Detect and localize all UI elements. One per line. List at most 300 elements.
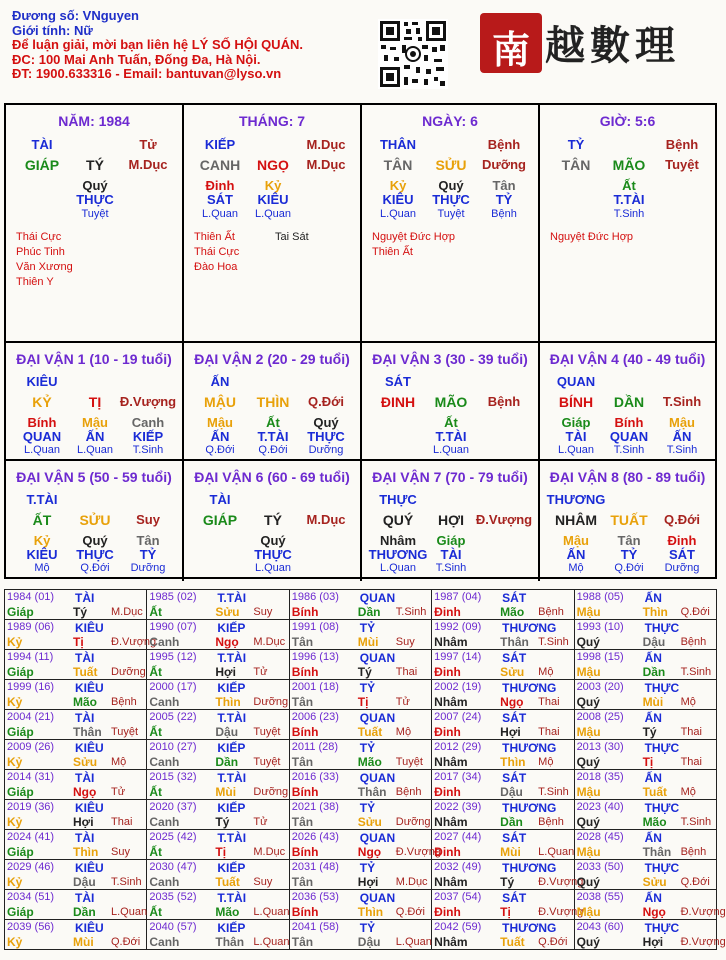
year-life-stage: Thai bbox=[538, 726, 560, 738]
year-cell-content bbox=[292, 590, 429, 618]
dai-van-hidden-stage: T.Sinh bbox=[435, 562, 467, 574]
year-stem: Giáp bbox=[7, 605, 34, 619]
earthly-branch: TÝ bbox=[86, 157, 104, 173]
year-cell bbox=[574, 890, 726, 920]
hidden-ten-god: SÁT bbox=[207, 192, 233, 207]
year-ten-god: KIẾP bbox=[217, 741, 246, 755]
year-branch: Sửu bbox=[500, 665, 525, 679]
stem-life-stage: M.Dục bbox=[306, 157, 346, 172]
dai-van-cell bbox=[540, 343, 715, 461]
year-ten-god: ẤN bbox=[644, 651, 662, 665]
year-life-stage: Dưỡng bbox=[395, 816, 431, 828]
year-cell bbox=[432, 590, 574, 620]
year-stem: Ất bbox=[149, 605, 163, 619]
year-ten-god: TỶ bbox=[359, 921, 376, 935]
dai-van-title: ĐẠI VẬN 7 (70 - 79 tuổi) bbox=[372, 469, 528, 485]
year-stem: Mậu bbox=[576, 725, 601, 739]
year-cell bbox=[289, 800, 431, 830]
year-cell-content bbox=[577, 800, 714, 828]
dai-van-hidden-stem: Bính bbox=[614, 415, 644, 430]
year-life-stage: Dưỡng bbox=[111, 666, 146, 678]
dai-van-cell bbox=[184, 343, 362, 461]
year-life-stage: Mộ bbox=[111, 756, 127, 768]
year-ten-god: THỰC bbox=[644, 801, 680, 815]
year-ten-god: THƯƠNG bbox=[502, 861, 557, 875]
year-cell-content bbox=[577, 620, 714, 648]
year-ten-god: TÀI bbox=[75, 891, 95, 905]
dai-van-hidden-stem: Tân bbox=[136, 533, 160, 548]
year-row bbox=[5, 830, 717, 860]
year-cell bbox=[289, 710, 431, 740]
year-cell bbox=[289, 650, 431, 680]
year-ten-god: KIÊU bbox=[75, 741, 104, 755]
year-life-stage: Đ.Vượng bbox=[538, 906, 584, 918]
year-life-stage: Tử bbox=[395, 696, 410, 708]
shen-sha: Văn Xương bbox=[16, 261, 73, 273]
year-cell-content bbox=[434, 890, 584, 919]
dai-van-hidden-stem: Đinh bbox=[667, 533, 697, 548]
dai-van-cell bbox=[6, 343, 184, 461]
year-stem: Bính bbox=[291, 665, 319, 679]
year-label: 2034 (51) bbox=[7, 891, 55, 903]
year-stem: Kỷ bbox=[7, 815, 23, 829]
dai-van-title: ĐẠI VẬN 6 (60 - 69 tuổi) bbox=[194, 469, 350, 485]
year-ten-god: KIẾP bbox=[217, 861, 246, 875]
earthly-branch: SỬU bbox=[435, 157, 467, 173]
year-branch: Thìn bbox=[500, 755, 526, 769]
year-cell-content bbox=[292, 860, 429, 888]
year-label: 1988 (05) bbox=[576, 591, 624, 603]
year-life-stage: L.Quan bbox=[111, 906, 148, 918]
dai-van-hidden-stem: Nhâm bbox=[379, 533, 417, 548]
year-ten-god: SÁT bbox=[502, 771, 527, 785]
dai-van-life-stage: Đ.Vượng bbox=[475, 512, 533, 527]
year-cell-content bbox=[577, 710, 714, 738]
dai-van-stem: KỶ bbox=[32, 394, 52, 410]
year-cell bbox=[574, 710, 716, 740]
year-stem: Nhâm bbox=[434, 815, 468, 829]
year-branch: Tý bbox=[500, 875, 515, 889]
year-ten-god: THƯƠNG bbox=[502, 801, 557, 815]
dai-van-hidden-stem: Giáp bbox=[436, 533, 466, 548]
year-cell bbox=[432, 890, 584, 920]
year-cell-content bbox=[292, 800, 429, 828]
year-label: 2021 (38) bbox=[291, 801, 339, 813]
heavenly-stem: CANH bbox=[199, 157, 241, 173]
year-ten-god: T.TÀI bbox=[217, 591, 247, 605]
year-cell-content bbox=[434, 680, 571, 708]
hidden-stem: Đinh bbox=[205, 178, 235, 193]
year-label: 2039 (56) bbox=[7, 921, 55, 933]
year-life-stage: Bệnh bbox=[538, 816, 564, 828]
year-life-stage: Q.Đới bbox=[111, 936, 141, 948]
year-cell-content bbox=[7, 650, 144, 678]
year-branch: Ngọ bbox=[357, 845, 382, 859]
year-branch: Tuất bbox=[500, 935, 525, 949]
year-ten-god: KIÊU bbox=[75, 621, 104, 635]
year-branch: Thìn bbox=[215, 695, 241, 709]
year-ten-god: THỰC bbox=[644, 621, 680, 635]
year-stem: Nhâm bbox=[434, 935, 468, 949]
hidden-ten-god: T.TÀI bbox=[613, 192, 645, 207]
year-stem: Ất bbox=[149, 725, 163, 739]
year-life-stage: Bệnh bbox=[395, 786, 422, 798]
dai-van-hidden-stem: Quý bbox=[260, 533, 286, 548]
year-branch: Mão bbox=[357, 755, 382, 769]
dai-van-ten-god: KIÊU bbox=[26, 374, 58, 389]
year-stem: Ất bbox=[149, 665, 163, 679]
year-branch: Dần bbox=[500, 815, 523, 829]
year-stem: Giáp bbox=[7, 725, 34, 739]
year-label: 2010 (27) bbox=[149, 741, 197, 753]
year-cell-content bbox=[149, 770, 289, 799]
year-branch: Dần bbox=[73, 905, 96, 919]
year-stem: Kỷ bbox=[7, 875, 23, 889]
year-branch: Sửu bbox=[642, 875, 667, 889]
dai-van-stem: NHÂM bbox=[555, 512, 597, 528]
qr-code bbox=[378, 19, 448, 89]
stem-life-stage: Tuyệt bbox=[665, 157, 699, 172]
dai-van-hidden-god: ẤN bbox=[566, 547, 586, 562]
year-ten-god: KIÊU bbox=[75, 681, 104, 695]
dai-van-cell bbox=[540, 461, 715, 581]
year-row bbox=[5, 770, 717, 800]
dai-van-hidden-god: THỰC bbox=[254, 547, 292, 562]
year-cell bbox=[432, 770, 574, 800]
year-branch: Tý bbox=[357, 665, 372, 679]
year-label: 2012 (29) bbox=[434, 741, 482, 753]
hidden-life-stage: Tuyệt bbox=[437, 208, 465, 220]
year-stem: Quý bbox=[576, 695, 600, 709]
year-stem: Canh bbox=[149, 695, 180, 709]
ten-god-can: THÂN bbox=[379, 137, 417, 152]
year-cell bbox=[432, 710, 574, 740]
seal-char: 南 bbox=[491, 27, 530, 72]
year-branch: Dần bbox=[215, 755, 239, 769]
year-cell bbox=[574, 860, 716, 890]
year-stem: Canh bbox=[149, 935, 180, 949]
dai-van-cell bbox=[6, 461, 184, 581]
year-cell-content bbox=[577, 590, 714, 618]
year-cell bbox=[147, 830, 289, 860]
year-cell bbox=[432, 830, 574, 860]
dai-van-hidden-stage: Dưỡng bbox=[664, 562, 700, 574]
year-label: 2035 (52) bbox=[149, 891, 197, 903]
year-cell bbox=[147, 740, 289, 770]
year-cell bbox=[5, 800, 147, 830]
year-ten-god: SÁT bbox=[502, 711, 527, 725]
year-branch: Mão bbox=[215, 905, 240, 919]
hidden-life-stage: L.Quan bbox=[201, 208, 239, 220]
shen-sha: Phúc Tinh bbox=[16, 246, 65, 258]
dai-van-title: ĐẠI VẬN 8 (80 - 89 tuổi) bbox=[549, 469, 706, 485]
year-ten-god: ẤN bbox=[644, 831, 662, 845]
year-cell-content bbox=[292, 890, 429, 918]
shen-sha: Thái Cực bbox=[194, 246, 240, 258]
year-stem: Đinh bbox=[434, 725, 461, 739]
dai-van-hidden-god: TÀI bbox=[565, 429, 587, 444]
year-ten-god: TỶ bbox=[359, 621, 376, 635]
year-row bbox=[5, 800, 717, 830]
dai-van-life-stage: M.Dục bbox=[306, 512, 346, 527]
year-cell-content bbox=[577, 830, 714, 858]
year-cell bbox=[5, 740, 147, 770]
year-ten-god: KIÊU bbox=[75, 921, 104, 935]
year-cell bbox=[289, 680, 431, 710]
dai-van-cell bbox=[362, 343, 540, 461]
year-branch: Tý bbox=[642, 725, 657, 739]
year-cell bbox=[289, 770, 431, 800]
year-stem: Mậu bbox=[576, 845, 601, 859]
year-branch: Dần bbox=[642, 665, 666, 679]
year-cell bbox=[574, 620, 716, 650]
year-life-stage: Q.Đới bbox=[538, 936, 568, 948]
hidden-ten-god: THỰC bbox=[76, 192, 114, 207]
year-cell bbox=[574, 590, 716, 620]
year-label: 2007 (24) bbox=[434, 711, 482, 723]
dai-van-branch: TỊ bbox=[88, 394, 102, 410]
earthly-branch: MÃO bbox=[612, 157, 646, 173]
year-luck-table bbox=[4, 589, 726, 950]
year-ten-god: THƯƠNG bbox=[502, 741, 557, 755]
year-branch: Tị bbox=[357, 695, 369, 709]
hidden-ten-god: KIÊU bbox=[257, 192, 289, 207]
dai-van-hidden-god: THỰC bbox=[307, 429, 345, 444]
year-stem: Giáp bbox=[7, 785, 34, 799]
pillar-cell bbox=[6, 105, 184, 343]
year-ten-god: ẤN bbox=[644, 591, 662, 605]
year-label: 2013 (30) bbox=[576, 741, 624, 753]
year-label: 2029 (46) bbox=[7, 861, 55, 873]
year-label: 1998 (15) bbox=[576, 651, 624, 663]
year-cell bbox=[5, 650, 147, 680]
year-life-stage: T.Sinh bbox=[680, 816, 712, 828]
year-stem: Đinh bbox=[434, 665, 461, 679]
year-row bbox=[5, 860, 717, 890]
dai-van-hidden-god: KIẾP bbox=[132, 429, 164, 444]
year-life-stage: Q.Đới bbox=[395, 906, 425, 918]
year-life-stage: T.Sinh bbox=[538, 636, 569, 648]
pillar-cell bbox=[362, 105, 540, 343]
year-ten-god: QUAN bbox=[359, 651, 396, 665]
year-label: 2023 (40) bbox=[576, 801, 624, 813]
year-label: 1985 (02) bbox=[149, 591, 197, 603]
year-stem: Giáp bbox=[7, 905, 34, 919]
year-row bbox=[5, 620, 717, 650]
year-stem: Bính bbox=[291, 725, 319, 739]
year-ten-god: KIẾP bbox=[217, 921, 246, 935]
pillar-title: NĂM: 1984 bbox=[58, 113, 130, 129]
year-life-stage: Tuyệt bbox=[395, 756, 423, 768]
dai-van-title: ĐẠI VẬN 1 (10 - 19 tuổi) bbox=[16, 351, 172, 367]
year-label: 1997 (14) bbox=[434, 651, 482, 663]
year-stem: Kỷ bbox=[7, 755, 23, 769]
owner-name: Đương số: VNguyen bbox=[12, 8, 139, 23]
can-life-stage: Tử bbox=[139, 137, 157, 152]
can-life-stage: M.Dục bbox=[306, 137, 346, 152]
hidden-ten-god: TỶ bbox=[495, 192, 513, 207]
year-branch: Mùi bbox=[73, 935, 94, 949]
year-label: 2017 (34) bbox=[434, 771, 482, 783]
year-cell bbox=[432, 680, 574, 710]
stem-life-stage: Dưỡng bbox=[482, 157, 526, 172]
year-stem: Giáp bbox=[7, 665, 34, 679]
year-ten-god: THỰC bbox=[644, 921, 680, 935]
year-stem: Kỷ bbox=[7, 635, 23, 649]
year-ten-god: TỶ bbox=[359, 681, 376, 695]
four-pillars-grid bbox=[4, 103, 717, 579]
year-cell-content bbox=[434, 800, 571, 828]
hidden-ten-god: THỰC bbox=[432, 192, 470, 207]
year-label: 2040 (57) bbox=[149, 921, 197, 933]
year-stem: Đinh bbox=[434, 605, 461, 619]
year-cell-content bbox=[291, 920, 432, 949]
year-stem: Tân bbox=[291, 635, 314, 649]
year-cell bbox=[432, 620, 574, 650]
dai-van-cell bbox=[362, 461, 540, 581]
year-ten-god: T.TÀI bbox=[217, 711, 247, 725]
year-ten-god: SÁT bbox=[502, 591, 527, 605]
dai-van-hidden-god: QUAN bbox=[22, 429, 62, 444]
year-cell bbox=[5, 680, 147, 710]
phone-email-line: ĐT: 1900.633316 - Email: bantuvan@lyso.vn bbox=[12, 66, 282, 81]
year-life-stage: M.Dục bbox=[111, 606, 143, 618]
year-branch: Hợi bbox=[215, 665, 236, 679]
year-label: 2036 (53) bbox=[291, 891, 339, 903]
year-cell bbox=[289, 920, 431, 950]
year-cell bbox=[5, 920, 147, 950]
year-life-stage: Q.Đới bbox=[680, 876, 710, 888]
year-label: 2028 (45) bbox=[576, 831, 624, 843]
year-life-stage: L.Quan bbox=[395, 936, 432, 948]
year-ten-god: THỰC bbox=[644, 681, 680, 695]
year-ten-god: TÀI bbox=[75, 771, 95, 785]
red-seal-logo bbox=[480, 13, 542, 73]
year-cell-content bbox=[149, 650, 286, 678]
year-branch: Tị bbox=[500, 905, 511, 919]
year-cell bbox=[147, 920, 289, 950]
dai-van-hidden-god: ẤN bbox=[210, 429, 230, 444]
year-cell bbox=[147, 590, 289, 620]
year-cell bbox=[574, 830, 716, 860]
year-life-stage: Bệnh bbox=[538, 606, 564, 618]
year-label: 1995 (12) bbox=[149, 651, 197, 663]
year-cell-content bbox=[7, 590, 144, 618]
year-ten-god: ẤN bbox=[644, 891, 662, 905]
year-life-stage: Suy bbox=[395, 636, 415, 648]
year-cell-content bbox=[434, 620, 571, 648]
dai-van-stem: ĐINH bbox=[380, 394, 416, 410]
dai-van-branch: TUẤT bbox=[610, 512, 648, 528]
year-branch: Tuất bbox=[73, 665, 98, 679]
year-branch: Mùi bbox=[357, 635, 379, 649]
year-label: 1999 (16) bbox=[7, 681, 55, 693]
year-label: 2037 (54) bbox=[434, 891, 482, 903]
year-row bbox=[5, 920, 717, 950]
dai-van-hidden-god: T.TÀI bbox=[435, 429, 467, 444]
hidden-stem: Quý bbox=[82, 178, 108, 193]
shen-sha: Nguyệt Đức Hợp bbox=[372, 231, 456, 243]
dai-van-hidden-stem: Ất bbox=[266, 415, 280, 430]
dai-van-hidden-stage: Q.Đới bbox=[258, 444, 288, 456]
year-cell-content bbox=[149, 830, 286, 858]
year-stem: Bính bbox=[291, 785, 319, 799]
year-stem: Mậu bbox=[576, 905, 601, 919]
year-row bbox=[5, 740, 717, 770]
hidden-stem: Tân bbox=[492, 178, 516, 193]
year-cell bbox=[147, 770, 289, 800]
year-branch: Ngọ bbox=[215, 635, 239, 649]
year-cell bbox=[574, 770, 716, 800]
year-branch: Mão bbox=[73, 695, 97, 709]
year-ten-god: ẤN bbox=[644, 771, 662, 785]
year-ten-god: KIẾP bbox=[217, 681, 246, 695]
year-life-stage: Tuyệt bbox=[253, 726, 281, 738]
dai-van-hidden-god: KIÊU bbox=[26, 547, 58, 562]
year-life-stage: Mộ bbox=[680, 696, 696, 708]
year-branch: Ngọ bbox=[73, 785, 97, 799]
dai-van-hidden-stage: L.Quan bbox=[379, 562, 417, 574]
dai-van-hidden-god: T.TÀI bbox=[257, 429, 289, 444]
year-cell-content bbox=[434, 590, 571, 618]
year-label: 1986 (03) bbox=[291, 591, 339, 603]
year-stem: Canh bbox=[149, 815, 180, 829]
dai-van-hidden-stage: Mộ bbox=[34, 562, 50, 574]
year-cell-content bbox=[292, 770, 429, 798]
dai-van-stem: BÍNH bbox=[558, 394, 594, 410]
year-ten-god: KIÊU bbox=[75, 861, 104, 875]
year-stem: Nhâm bbox=[434, 635, 468, 649]
year-life-stage: Mộ bbox=[395, 726, 412, 738]
shen-sha: Thiên Ất bbox=[372, 246, 413, 258]
dai-van-hidden-stem: Bính bbox=[27, 415, 57, 430]
year-branch: Dần bbox=[357, 605, 381, 619]
year-cell-content bbox=[149, 920, 290, 949]
year-branch: Sửu bbox=[215, 605, 240, 619]
year-branch: Thân bbox=[215, 935, 245, 949]
year-branch: Sửu bbox=[73, 755, 98, 769]
year-branch: Thân bbox=[500, 635, 529, 649]
year-life-stage: Bệnh bbox=[111, 696, 137, 708]
year-life-stage: Tử bbox=[253, 816, 268, 828]
year-branch: Thìn bbox=[357, 905, 384, 919]
shen-sha: Thái Cực bbox=[16, 231, 62, 243]
year-cell-content bbox=[434, 650, 571, 678]
year-cell-content bbox=[7, 770, 144, 798]
year-cell bbox=[432, 860, 584, 890]
year-life-stage: Đ.Vượng bbox=[395, 846, 441, 858]
gender: Giới tính: Nữ bbox=[12, 22, 93, 38]
year-cell-content bbox=[292, 740, 429, 768]
year-label: 2011 (28) bbox=[291, 741, 339, 753]
year-cell bbox=[5, 890, 147, 920]
dai-van-branch: TÝ bbox=[264, 512, 282, 528]
year-label: 2016 (33) bbox=[291, 771, 339, 783]
hidden-stem: Ất bbox=[622, 178, 636, 193]
year-cell-content bbox=[577, 740, 714, 768]
year-life-stage: Bệnh bbox=[680, 636, 707, 648]
year-cell-content bbox=[292, 680, 429, 708]
year-branch: Tị bbox=[642, 755, 654, 769]
year-ten-god: THƯƠNG bbox=[502, 921, 557, 935]
year-label: 2027 (44) bbox=[434, 831, 482, 843]
year-stem: Quý bbox=[576, 755, 600, 769]
year-cell-content bbox=[7, 680, 144, 708]
year-ten-god: THƯƠNG bbox=[502, 681, 557, 695]
year-ten-god: SÁT bbox=[502, 831, 527, 845]
pillar-title: NGÀY: 6 bbox=[422, 113, 478, 129]
year-label: 2003 (20) bbox=[576, 681, 624, 693]
